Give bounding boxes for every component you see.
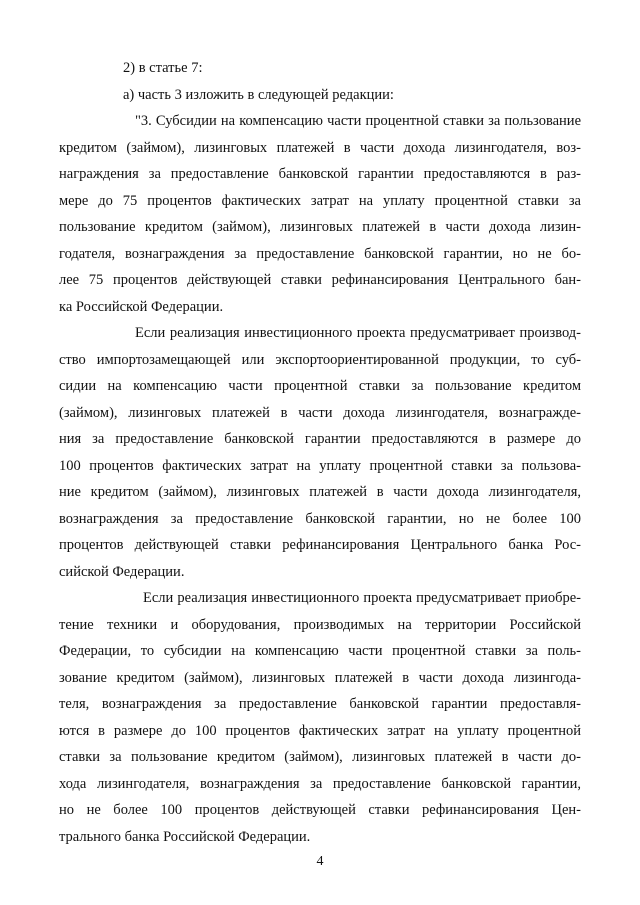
paragraph-3-line: Федерации, то субсидии на компенсацию части процентной ставки за поль- [59, 643, 581, 659]
paragraph-2-line: 100 процентов фактических затрат на уплату процентной ставки за пользова- [59, 457, 581, 474]
list-item-a: а) часть 3 изложить в следующей редакции: [123, 86, 394, 103]
paragraph-3-line: хода лизингодателя, вознаграждения за предоставление банковской гарантии, [59, 775, 581, 792]
paragraph-3-line: но не более 100 процентов действующей ставки рефинансирования Цен- [59, 802, 581, 818]
paragraph-2-line: Если реализация инвестиционного проекта предусматривает производ- [135, 325, 581, 341]
paragraph-1-line: пользование кредитом (займом), лизинговых платежей в части дохода лизин- [59, 219, 581, 235]
paragraph-2-line: процентов действующей ставки рефинансирования Центрального банка Рос- [59, 537, 581, 553]
paragraph-2-line: ния за предоставление банковской гарантии предоставляются в размере до [59, 431, 581, 447]
paragraph-1-line: лее 75 процентов действующей ставки рефинансирования Центрального бан- [59, 272, 581, 288]
paragraph-2-line: сидии на компенсацию части процентной ставки за пользование кредитом [59, 378, 581, 394]
page-number: 4 [316, 854, 324, 869]
paragraph-3-line: трального банка Российской Федерации. [59, 828, 311, 845]
paragraph-2-line: ние кредитом (займом), лизинговых платежей в части дохода лизингодателя, [59, 484, 581, 500]
paragraph-1-line: мере до 75 процентов фактических затрат на уплату процентной ставки за [59, 192, 581, 209]
paragraph-1-line: ка Российской Федерации. [59, 298, 224, 315]
paragraph-3-line: зование кредитом (займом), лизинговых платежей в части дохода лизингода- [59, 669, 581, 686]
paragraph-2-line: (займом), лизинговых платежей в части дохода лизингодателя, вознагражде- [59, 404, 581, 421]
paragraph-1-line: награждения за предоставление банковской гарантии предоставляются в раз- [59, 166, 581, 182]
paragraph-1-line: годателя, вознаграждения за предоставление банковской гарантии, но не бо- [59, 245, 581, 262]
paragraph-1-line: кредитом (займом), лизинговых платежей в части дохода лизингодателя, воз- [59, 139, 581, 156]
paragraph-3-line: теля, вознаграждения за предоставление банковской гарантии предоставля- [59, 696, 581, 712]
paragraph-1-line: "3. Субсидии на компенсацию части процентной ставки за пользование [135, 113, 581, 129]
document-body [59, 55, 581, 850]
paragraph-3-line: тение техники и оборудования, производимых на территории Российской [59, 616, 581, 633]
list-item-2: 2) в статье 7: [123, 60, 203, 76]
paragraph-3-line: ются в размере до 100 процентов фактических затрат на уплату процентной [59, 722, 581, 739]
paragraph-3-line: Если реализация инвестиционного проекта предусматривает приобре- [143, 590, 581, 606]
paragraph-3-line: ставки за пользование кредитом (займом), лизинговых платежей в части до- [59, 749, 581, 765]
paragraph-2-line: ство импортозамещающей или экспортоориентированной продукции, то суб- [59, 351, 581, 368]
paragraph-2-line: вознаграждения за предоставление банковской гарантии, но не более 100 [59, 510, 581, 527]
paragraph-2-line: сийской Федерации. [59, 563, 185, 580]
